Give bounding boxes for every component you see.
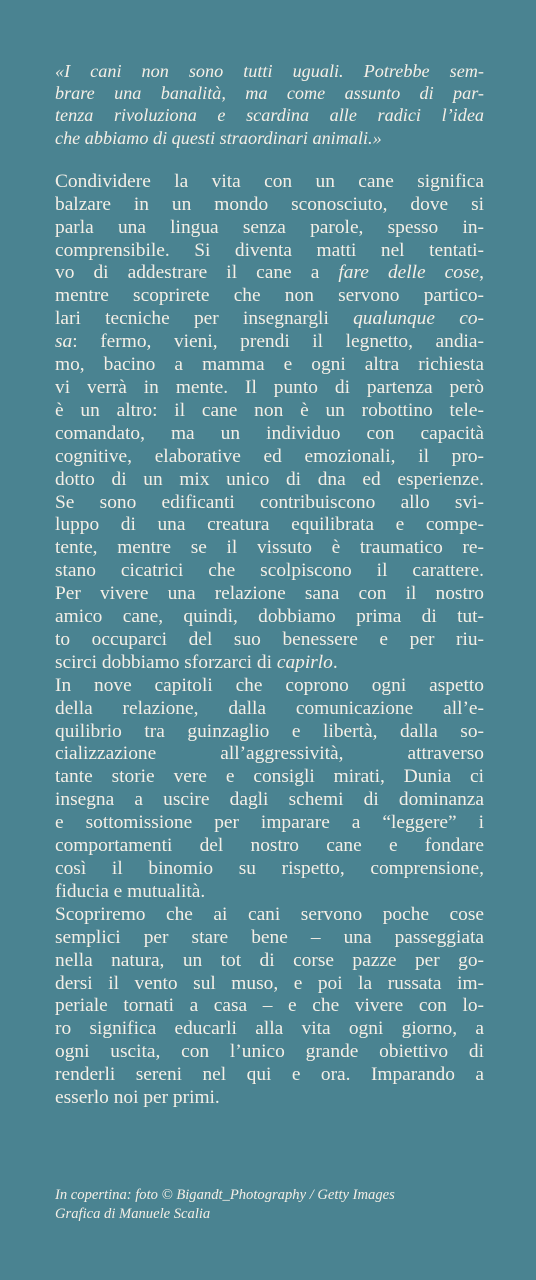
italic-phrase: capirlo bbox=[276, 651, 333, 673]
text-line: e sottomissione per imparare a “leggere” i bbox=[55, 812, 484, 834]
text-line: luppo di una creatura equilibrata e compe- bbox=[55, 514, 484, 536]
text-line: Per vivere una relazione sana con il nostro bbox=[55, 583, 484, 605]
text-line bbox=[55, 331, 484, 354]
text-line: cializzazione all’aggressività, attraverso bbox=[55, 743, 484, 765]
text-line: parla una lingua senza parole, spesso in- bbox=[55, 216, 484, 238]
text-line: comandato, ma un individuo con capacità bbox=[55, 422, 484, 444]
text-line: fiducia e mutualità. bbox=[55, 880, 206, 902]
text-line bbox=[55, 308, 484, 331]
design-credit: Grafica di Manuele Scalia bbox=[55, 1206, 211, 1222]
text-line: Scopriremo che ai cani servono poche cose bbox=[55, 903, 484, 925]
text-line: In nove capitoli che coprono ogni aspetto bbox=[55, 674, 484, 696]
paragraph-2 bbox=[55, 675, 484, 904]
paragraph-1 bbox=[55, 171, 484, 675]
text-line: quilibrio tra guinzaglio e libertà, dalla so- bbox=[55, 720, 484, 742]
quote-line: tenza rivoluziona e scardina alle radici l’idea bbox=[55, 105, 484, 126]
text-line: nella natura, un tot di corse pazze per go- bbox=[55, 949, 484, 971]
text-line: cognitive, elaborative ed emozionali, il pro- bbox=[55, 445, 484, 467]
credits bbox=[55, 1186, 495, 1224]
text-line: renderli sereni nel qui e ora. Imparando a bbox=[55, 1064, 484, 1086]
text-line: stano cicatrici che scolpiscono il carattere. bbox=[55, 560, 484, 582]
text-line: della relazione, dalla comunicazione all’e- bbox=[55, 697, 484, 719]
text-line: vi verrà in mente. Il punto di partenza però bbox=[55, 376, 484, 398]
text-line: mentre scoprirete che non servono partico- bbox=[55, 285, 484, 307]
text-line bbox=[55, 652, 484, 675]
text-run: scirci dobbiamo sforzarci di bbox=[55, 651, 277, 673]
quote-line: «I cani non sono tutti uguali. Potrebbe sem- bbox=[55, 61, 484, 81]
text-line: to occuparci del suo benessere e per riu- bbox=[55, 628, 484, 650]
text-line bbox=[55, 262, 484, 285]
text-line: ogni uscita, con l’unico grande obiettivo di bbox=[55, 1041, 484, 1063]
italic-phrase: sa bbox=[55, 331, 73, 353]
text-run: : fermo, vieni, prendi il legnetto, andia- bbox=[72, 331, 484, 353]
text-line: così il binomio su rispetto, comprensione, bbox=[55, 858, 484, 879]
text-line: insegna a uscire dagli schemi di dominanza bbox=[55, 789, 484, 811]
quote-line: che abbiamo di questi straordinari animali.» bbox=[55, 127, 382, 148]
comma: , bbox=[479, 262, 484, 284]
text-line: amico cane, quindi, dobbiamo prima di tut- bbox=[55, 606, 484, 628]
text-line: mo, bacino a mamma e ogni altra richiesta bbox=[55, 354, 484, 376]
text-column bbox=[55, 60, 484, 1110]
italic-phrase: fare delle cose bbox=[338, 262, 480, 284]
text-line: comprensibile. Si diventa matti nel tentati- bbox=[55, 239, 484, 261]
text-line: periale tornati a casa – e che vivere con lo- bbox=[55, 995, 484, 1017]
text-line: semplici per stare bene – una passeggiata bbox=[55, 926, 484, 948]
text-line: esserlo noi per primi. bbox=[55, 1087, 220, 1109]
text-run: vo di addestrare il cane a bbox=[55, 262, 339, 284]
text-line: Condividere la vita con un cane significa bbox=[55, 170, 484, 192]
text-line: dotto di un mix unico di dna ed esperienze. bbox=[55, 468, 484, 490]
cover-photo-credit: In copertina: foto © Bigandt_Photography / Getty Images bbox=[55, 1187, 395, 1203]
paragraph-3 bbox=[55, 904, 484, 1110]
text-line: dersi il vento sul muso, e poi la russata im- bbox=[55, 972, 484, 994]
pull-quote bbox=[55, 60, 484, 149]
text-line: tante storie vere e consigli mirati, Dunia ci bbox=[55, 766, 484, 788]
text-line: tente, mentre se il vissuto è traumatico re- bbox=[55, 537, 484, 559]
text-line: comportamenti del nostro cane e fondare bbox=[55, 835, 484, 857]
text-line: Se sono edificanti contribuiscono allo svi- bbox=[55, 491, 484, 513]
text-run: lari tecniche per insegnargli bbox=[55, 308, 354, 330]
text-line: balzare in un mondo sconosciuto, dove si bbox=[55, 193, 484, 215]
period: . bbox=[332, 651, 338, 673]
italic-phrase: qualunque co- bbox=[353, 308, 485, 330]
text-line: ro significa educarli alla vita ogni giorno, a bbox=[55, 1018, 484, 1040]
blurb-body bbox=[55, 171, 484, 1110]
quote-line: brare una banalità, ma come assunto di par- bbox=[55, 83, 484, 104]
text-line: è un altro: il cane non è un robottino tele- bbox=[55, 399, 484, 421]
